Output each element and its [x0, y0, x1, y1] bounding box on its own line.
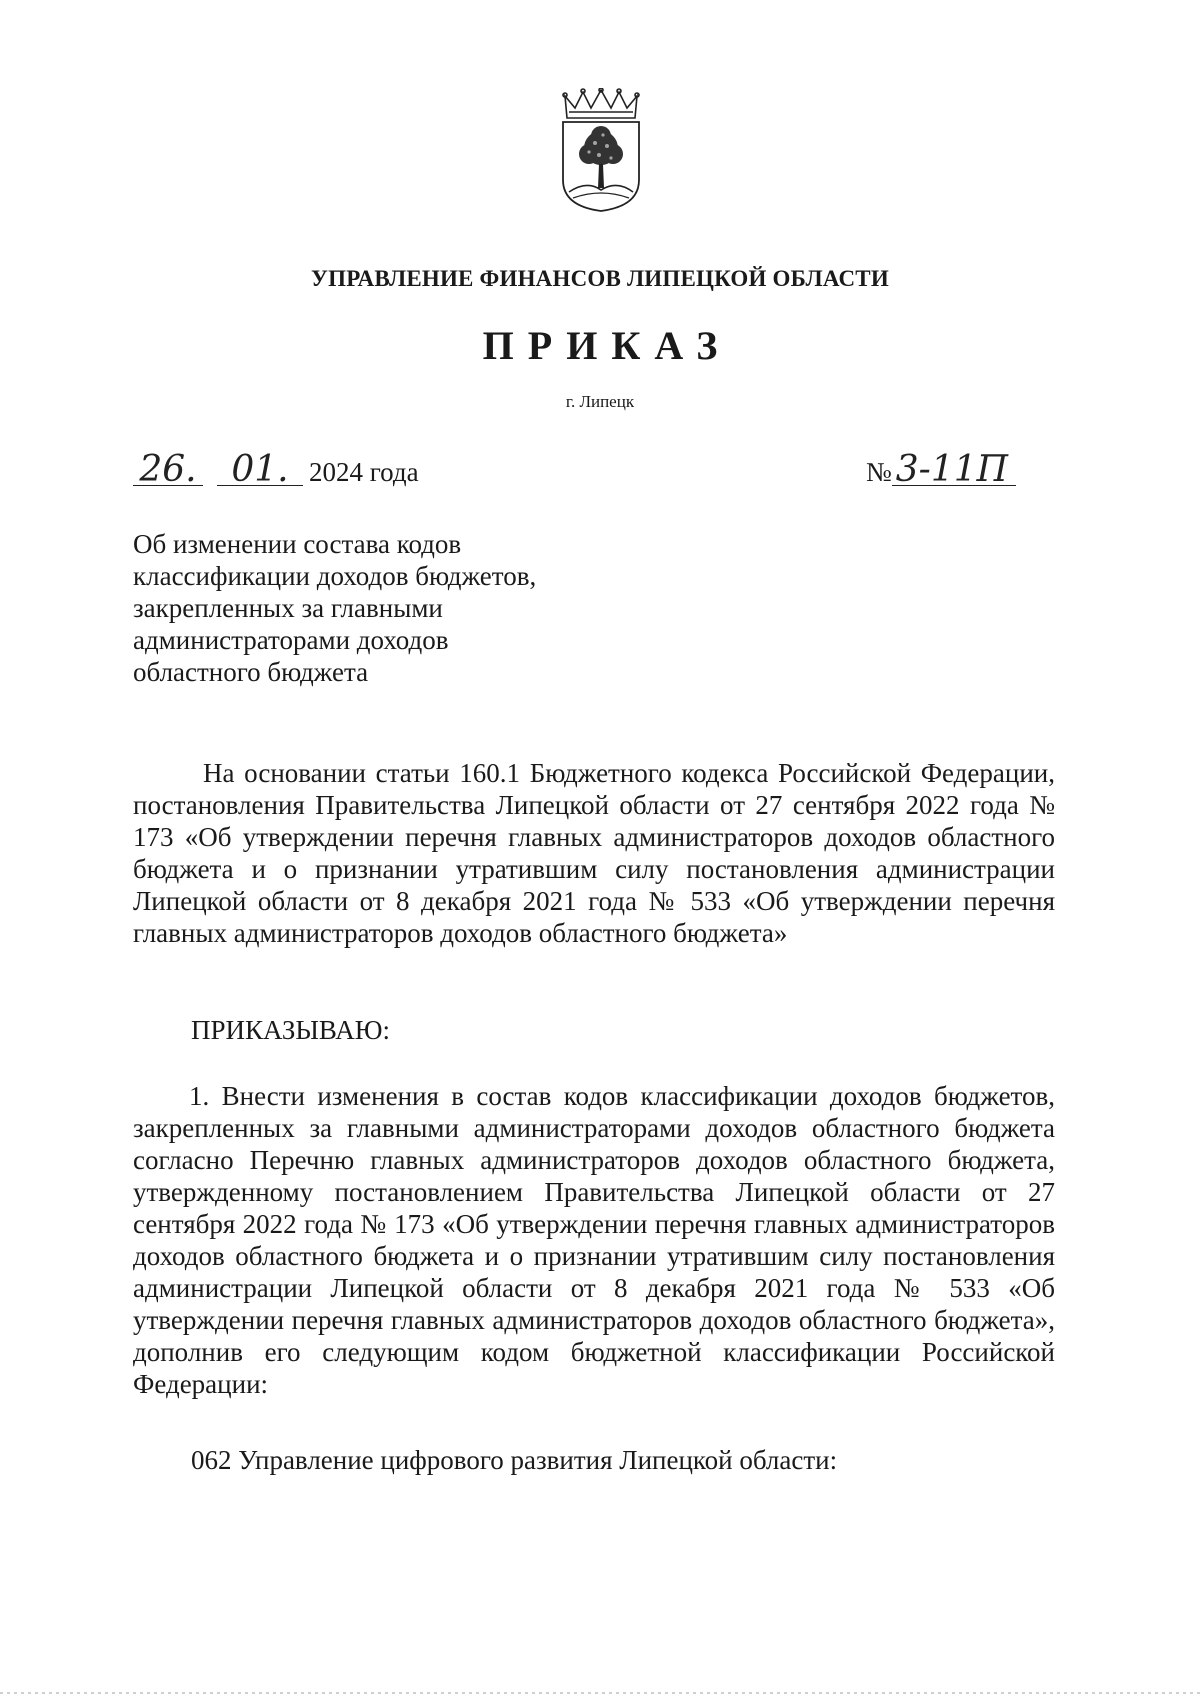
handwritten-day: 26. — [133, 455, 203, 486]
handwritten-month: 01. — [217, 455, 303, 486]
organization-name: УПРАВЛЕНИЕ ФИНАНСОВ ЛИПЕЦКОЙ ОБЛАСТИ — [311, 266, 889, 291]
lipetsk-coat-of-arms-icon — [555, 88, 647, 213]
subject-line: администраторами доходов — [133, 625, 449, 655]
handwritten-number: 3-11П — [892, 455, 1016, 486]
scan-edge-divider — [0, 1692, 1200, 1694]
order-item-1: 1. Внести изменения в состав кодов классификации доходов бюджетов, закрепленных за главными администраторами доходов областного бюджета согласно Перечню главных администраторов доходов областного бюджета, утвержденному постановлением Правительства Липецкой области от 27 сентября 2022 года № 173 «Об утверждении перечня главных администраторов доходов областного бюджета и о признании утратившим силу постановления администрации Липецкой области от 8 декабря 2021 года № 533 «Об утверждении перечня главных администраторов доходов областного бюджета», дополнив его следующим кодом бюджетной классификации Российской Федерации: — [133, 1081, 1055, 1399]
administrator-line: 062 Управление цифрового развития Липецкой области: — [191, 1445, 838, 1475]
document-date — [133, 449, 419, 490]
subject-line: классификации доходов бюджетов, — [133, 561, 537, 591]
subject-line: Об изменении состава кодов — [133, 529, 462, 559]
subject-line: областного бюджета — [133, 657, 369, 687]
year-text: 2024 года — [309, 457, 419, 487]
document-subject — [133, 528, 567, 688]
city-label: г. Липецк — [565, 392, 635, 411]
number-prefix: № — [866, 457, 892, 487]
document-type-title: ПРИКАЗ — [482, 323, 732, 368]
basis-paragraph: На основании статьи 160.1 Бюджетного кодекса Российской Федерации, постановления Правительства Липецкой области от 27 сентября 2022 года № 173 «Об утверждении перечня главных администраторов доходов областного бюджета и о признании утратившим силу постановления администрации Липецкой области от 8 декабря 2021 года № 533 «Об утверждении перечня главных администраторов доходов областного бюджета» — [133, 758, 1055, 948]
order-word: ПРИКАЗЫВАЮ: — [191, 1015, 390, 1045]
document-number — [866, 449, 1016, 490]
subject-line: закрепленных за главными — [133, 593, 443, 623]
